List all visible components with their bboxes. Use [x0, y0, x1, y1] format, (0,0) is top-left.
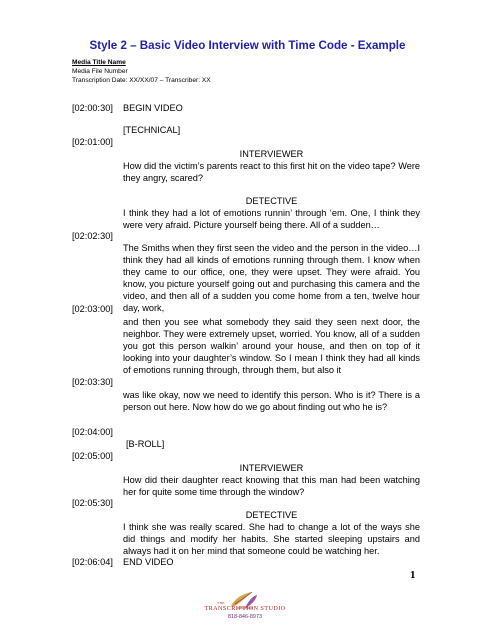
logo-phone-number: 818-846-8973 — [227, 614, 263, 620]
media-title-name: Media Title Name — [72, 59, 126, 66]
transcript-paragraph: How did their daughter react knowing that this man had been watching her for quite some time through the window? — [123, 475, 420, 497]
document-title: Style 2 – Basic Video Interview with Time Code - Example — [89, 39, 406, 52]
transcription-date: Transcription Date: XX/XX/07 – Transcriber: XX — [72, 77, 211, 84]
speaker-interviewer: INTERVIEWER — [239, 149, 304, 159]
transcript-paragraph: How did the victim’s parents react to this first hit on the video tape? Were they angry, scared? — [123, 161, 420, 183]
transcript-paragraph: and then you see what somebody they said they seen next door, the neighbor. They were extremely upset, worried. You know, all of a sudden you got this person walkin’ around your house, and then on top of it looking into your daughter’s window. So I mean I think they had all kinds of emotions running through, through them, but also it — [123, 317, 420, 375]
transcript-paragraph: I think she was really scared. She had to change a lot of the ways she did things and modify her habits. She started sleeping upstairs and always had it on her mind that someone could be watching her. — [123, 522, 420, 556]
transcript-paragraph: I think they had a lot of emotions runnin’ through ‘em. One, I think they were very afraid. Picture yourself being there. All of a sudden… — [123, 208, 420, 230]
begin-video-label: BEGIN VIDEO — [123, 103, 183, 113]
timecode: [02:05:30] — [72, 498, 113, 508]
end-video-label: END VIDEO — [123, 557, 174, 567]
logo-the-text: THE — [217, 601, 225, 605]
timecode: [02:01:00] — [72, 137, 113, 147]
timecode: [02:05:00] — [72, 451, 113, 461]
timecode: [02:06:04] — [72, 557, 113, 567]
timecode: [02:04:00] — [72, 427, 113, 437]
page-number: 1 — [410, 569, 416, 581]
speaker-interviewer: INTERVIEWER — [239, 463, 304, 473]
timecode: [02:02:30] — [72, 231, 113, 241]
speaker-detective: DETECTIVE — [245, 196, 298, 206]
transcript-paragraph: was like okay, now we need to identify this person. Who is it? There is a person out here. Now how do we go about finding out who he is? — [123, 390, 420, 412]
timecode: [02:00:30] — [72, 103, 113, 113]
timecode: [02:03:30] — [72, 377, 113, 387]
media-file-number: Media File Number — [72, 68, 128, 75]
technical-label: [TECHNICAL] — [123, 125, 181, 135]
transcription-studio-logo — [195, 588, 295, 632]
speaker-detective: DETECTIVE — [245, 510, 298, 520]
timecode: [02:03:00] — [72, 304, 113, 314]
logo-company-name: TRANSCRIPTION STUDIO — [204, 605, 286, 612]
b-roll-label: [B-ROLL] — [126, 439, 165, 449]
transcript-paragraph: The Smiths when they first seen the video and the person in the video…I think they had all kinds of emotions running through them. I know when they came to our office, one, they were upset. They were afraid. You know, you picture yourself going out and purchasing this camera and the video, and then all of a sudden you come home from a ten, twelve hour day, work, — [123, 243, 420, 313]
